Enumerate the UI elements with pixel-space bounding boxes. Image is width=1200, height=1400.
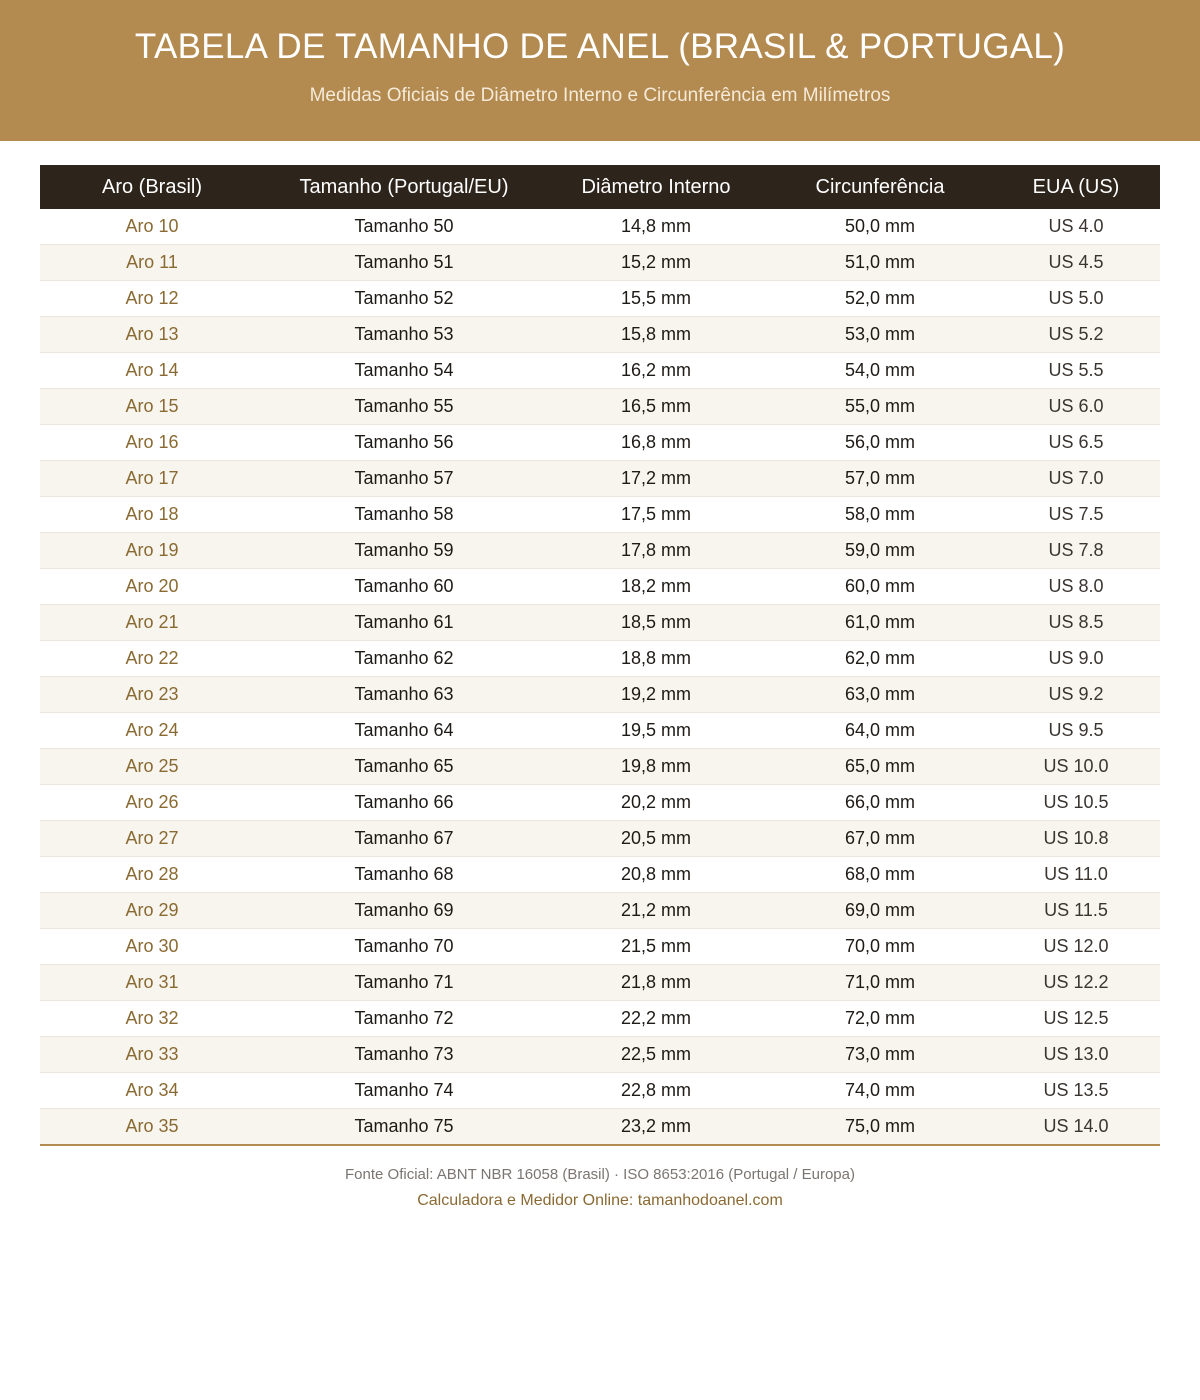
cell-circunferencia: 57,0 mm bbox=[768, 461, 992, 497]
cell-tamanho: Tamanho 75 bbox=[264, 1109, 544, 1146]
cell-aro: Aro 25 bbox=[40, 749, 264, 785]
cell-diametro: 18,5 mm bbox=[544, 605, 768, 641]
table-row bbox=[40, 1001, 1160, 1037]
cell-tamanho: Tamanho 72 bbox=[264, 1001, 544, 1037]
cell-aro: Aro 16 bbox=[40, 425, 264, 461]
table-row bbox=[40, 317, 1160, 353]
cell-aro: Aro 19 bbox=[40, 533, 264, 569]
cell-aro: Aro 30 bbox=[40, 929, 264, 965]
cell-tamanho: Tamanho 61 bbox=[264, 605, 544, 641]
cell-tamanho: Tamanho 68 bbox=[264, 857, 544, 893]
cell-tamanho: Tamanho 53 bbox=[264, 317, 544, 353]
cell-aro: Aro 29 bbox=[40, 893, 264, 929]
size-table-container bbox=[40, 165, 1160, 1146]
cell-diametro: 20,5 mm bbox=[544, 821, 768, 857]
cell-diametro: 21,5 mm bbox=[544, 929, 768, 965]
cell-eua: US 12.5 bbox=[992, 1001, 1160, 1037]
table-row bbox=[40, 245, 1160, 281]
cell-circunferencia: 61,0 mm bbox=[768, 605, 992, 641]
cell-tamanho: Tamanho 60 bbox=[264, 569, 544, 605]
cell-aro: Aro 18 bbox=[40, 497, 264, 533]
cell-aro: Aro 33 bbox=[40, 1037, 264, 1073]
table-body bbox=[40, 209, 1160, 1145]
cell-tamanho: Tamanho 52 bbox=[264, 281, 544, 317]
cell-tamanho: Tamanho 50 bbox=[264, 209, 544, 245]
cell-eua: US 6.0 bbox=[992, 389, 1160, 425]
cell-circunferencia: 67,0 mm bbox=[768, 821, 992, 857]
cell-tamanho: Tamanho 51 bbox=[264, 245, 544, 281]
table-row bbox=[40, 1109, 1160, 1146]
table-row bbox=[40, 893, 1160, 929]
cell-eua: US 9.0 bbox=[992, 641, 1160, 677]
table-row bbox=[40, 281, 1160, 317]
cell-aro: Aro 12 bbox=[40, 281, 264, 317]
column-header-aro: Aro (Brasil) bbox=[101, 175, 202, 198]
source-note: Fonte Oficial: ABNT NBR 16058 (Brasil) · ISO 8653:2016 (Portugal / Europa) bbox=[345, 1166, 855, 1183]
cell-tamanho: Tamanho 57 bbox=[264, 461, 544, 497]
cell-eua: US 9.2 bbox=[992, 677, 1160, 713]
cell-circunferencia: 50,0 mm bbox=[768, 209, 992, 245]
cell-diametro: 19,2 mm bbox=[544, 677, 768, 713]
cell-aro: Aro 10 bbox=[40, 209, 264, 245]
cell-diametro: 23,2 mm bbox=[544, 1109, 768, 1146]
cell-aro: Aro 11 bbox=[40, 245, 264, 281]
table-row bbox=[40, 641, 1160, 677]
cell-circunferencia: 54,0 mm bbox=[768, 353, 992, 389]
cell-eua: US 7.8 bbox=[992, 533, 1160, 569]
cell-aro: Aro 24 bbox=[40, 713, 264, 749]
column-header-circunferencia: Circunferência bbox=[815, 175, 945, 198]
cell-diametro: 16,5 mm bbox=[544, 389, 768, 425]
cell-aro: Aro 26 bbox=[40, 785, 264, 821]
cell-eua: US 12.2 bbox=[992, 965, 1160, 1001]
cell-tamanho: Tamanho 55 bbox=[264, 389, 544, 425]
cell-eua: US 10.0 bbox=[992, 749, 1160, 785]
header-banner bbox=[0, 0, 1200, 141]
cell-circunferencia: 68,0 mm bbox=[768, 857, 992, 893]
cell-circunferencia: 55,0 mm bbox=[768, 389, 992, 425]
cell-diametro: 15,5 mm bbox=[544, 281, 768, 317]
cell-circunferencia: 60,0 mm bbox=[768, 569, 992, 605]
cell-diametro: 15,2 mm bbox=[544, 245, 768, 281]
page-title: TABELA DE TAMANHO DE ANEL (BRASIL & PORTUGAL) bbox=[134, 27, 1066, 66]
cell-diametro: 19,5 mm bbox=[544, 713, 768, 749]
cell-eua: US 11.5 bbox=[992, 893, 1160, 929]
cell-circunferencia: 53,0 mm bbox=[768, 317, 992, 353]
table-row bbox=[40, 605, 1160, 641]
cell-eua: US 5.5 bbox=[992, 353, 1160, 389]
cell-circunferencia: 70,0 mm bbox=[768, 929, 992, 965]
cell-tamanho: Tamanho 65 bbox=[264, 749, 544, 785]
cell-circunferencia: 74,0 mm bbox=[768, 1073, 992, 1109]
cell-circunferencia: 58,0 mm bbox=[768, 497, 992, 533]
cell-circunferencia: 63,0 mm bbox=[768, 677, 992, 713]
table-row bbox=[40, 857, 1160, 893]
cell-tamanho: Tamanho 56 bbox=[264, 425, 544, 461]
cell-eua: US 8.0 bbox=[992, 569, 1160, 605]
cell-tamanho: Tamanho 74 bbox=[264, 1073, 544, 1109]
cell-circunferencia: 66,0 mm bbox=[768, 785, 992, 821]
cell-aro: Aro 23 bbox=[40, 677, 264, 713]
table-row bbox=[40, 1073, 1160, 1109]
cell-eua: US 4.5 bbox=[992, 245, 1160, 281]
cell-diametro: 17,8 mm bbox=[544, 533, 768, 569]
cell-aro: Aro 17 bbox=[40, 461, 264, 497]
cell-circunferencia: 69,0 mm bbox=[768, 893, 992, 929]
cell-eua: US 11.0 bbox=[992, 857, 1160, 893]
cell-circunferencia: 73,0 mm bbox=[768, 1037, 992, 1073]
cell-aro: Aro 13 bbox=[40, 317, 264, 353]
ring-size-table bbox=[40, 165, 1160, 1146]
table-row bbox=[40, 677, 1160, 713]
cell-diametro: 15,8 mm bbox=[544, 317, 768, 353]
cell-circunferencia: 56,0 mm bbox=[768, 425, 992, 461]
cell-circunferencia: 51,0 mm bbox=[768, 245, 992, 281]
cell-eua: US 7.5 bbox=[992, 497, 1160, 533]
table-row bbox=[40, 821, 1160, 857]
table-row bbox=[40, 497, 1160, 533]
cell-tamanho: Tamanho 67 bbox=[264, 821, 544, 857]
cell-eua: US 14.0 bbox=[992, 1109, 1160, 1146]
cell-aro: Aro 21 bbox=[40, 605, 264, 641]
cell-diametro: 21,2 mm bbox=[544, 893, 768, 929]
cell-aro: Aro 34 bbox=[40, 1073, 264, 1109]
cell-circunferencia: 65,0 mm bbox=[768, 749, 992, 785]
cell-diametro: 22,2 mm bbox=[544, 1001, 768, 1037]
cell-diametro: 18,8 mm bbox=[544, 641, 768, 677]
cell-circunferencia: 52,0 mm bbox=[768, 281, 992, 317]
cell-diametro: 22,5 mm bbox=[544, 1037, 768, 1073]
table-row bbox=[40, 1037, 1160, 1073]
cell-circunferencia: 75,0 mm bbox=[768, 1109, 992, 1146]
column-header-tamanho: Tamanho (Portugal/EU) bbox=[299, 175, 509, 198]
table-row bbox=[40, 389, 1160, 425]
cell-diametro: 22,8 mm bbox=[544, 1073, 768, 1109]
cell-eua: US 5.2 bbox=[992, 317, 1160, 353]
cell-tamanho: Tamanho 54 bbox=[264, 353, 544, 389]
table-row bbox=[40, 533, 1160, 569]
cell-circunferencia: 64,0 mm bbox=[768, 713, 992, 749]
cell-diametro: 17,2 mm bbox=[544, 461, 768, 497]
cell-diametro: 20,2 mm bbox=[544, 785, 768, 821]
table-row bbox=[40, 713, 1160, 749]
cell-eua: US 13.5 bbox=[992, 1073, 1160, 1109]
cell-tamanho: Tamanho 64 bbox=[264, 713, 544, 749]
cell-aro: Aro 28 bbox=[40, 857, 264, 893]
table-row bbox=[40, 749, 1160, 785]
cell-tamanho: Tamanho 63 bbox=[264, 677, 544, 713]
cell-aro: Aro 35 bbox=[40, 1109, 264, 1146]
cell-aro: Aro 27 bbox=[40, 821, 264, 857]
cell-aro: Aro 20 bbox=[40, 569, 264, 605]
page-subtitle: Medidas Oficiais de Diâmetro Interno e Circunferência em Milímetros bbox=[309, 85, 891, 106]
table-row bbox=[40, 353, 1160, 389]
cell-eua: US 10.5 bbox=[992, 785, 1160, 821]
cell-diametro: 19,8 mm bbox=[544, 749, 768, 785]
cell-tamanho: Tamanho 59 bbox=[264, 533, 544, 569]
cell-eua: US 9.5 bbox=[992, 713, 1160, 749]
cell-circunferencia: 71,0 mm bbox=[768, 965, 992, 1001]
cell-circunferencia: 72,0 mm bbox=[768, 1001, 992, 1037]
cell-aro: Aro 15 bbox=[40, 389, 264, 425]
cell-tamanho: Tamanho 71 bbox=[264, 965, 544, 1001]
table-row bbox=[40, 785, 1160, 821]
cell-tamanho: Tamanho 73 bbox=[264, 1037, 544, 1073]
table-row bbox=[40, 461, 1160, 497]
cell-eua: US 12.0 bbox=[992, 929, 1160, 965]
cell-diametro: 18,2 mm bbox=[544, 569, 768, 605]
cell-eua: US 7.0 bbox=[992, 461, 1160, 497]
cell-circunferencia: 62,0 mm bbox=[768, 641, 992, 677]
cell-circunferencia: 59,0 mm bbox=[768, 533, 992, 569]
cell-eua: US 10.8 bbox=[992, 821, 1160, 857]
cell-diametro: 16,8 mm bbox=[544, 425, 768, 461]
cell-aro: Aro 22 bbox=[40, 641, 264, 677]
table-row bbox=[40, 425, 1160, 461]
cell-eua: US 5.0 bbox=[992, 281, 1160, 317]
cell-tamanho: Tamanho 70 bbox=[264, 929, 544, 965]
column-header-eua: EUA (US) bbox=[1032, 175, 1120, 198]
cell-aro: Aro 14 bbox=[40, 353, 264, 389]
table-row bbox=[40, 569, 1160, 605]
cell-tamanho: Tamanho 62 bbox=[264, 641, 544, 677]
cell-diametro: 17,5 mm bbox=[544, 497, 768, 533]
cell-tamanho: Tamanho 66 bbox=[264, 785, 544, 821]
table-row bbox=[40, 929, 1160, 965]
cell-tamanho: Tamanho 58 bbox=[264, 497, 544, 533]
cell-aro: Aro 31 bbox=[40, 965, 264, 1001]
column-header-diametro: Diâmetro Interno bbox=[581, 175, 731, 198]
cell-eua: US 4.0 bbox=[992, 209, 1160, 245]
cell-eua: US 13.0 bbox=[992, 1037, 1160, 1073]
cell-tamanho: Tamanho 69 bbox=[264, 893, 544, 929]
table-row bbox=[40, 965, 1160, 1001]
cell-diametro: 16,2 mm bbox=[544, 353, 768, 389]
cell-diametro: 14,8 mm bbox=[544, 209, 768, 245]
table-row bbox=[40, 209, 1160, 245]
table-header-row bbox=[40, 165, 1160, 209]
cell-aro: Aro 32 bbox=[40, 1001, 264, 1037]
cell-diametro: 21,8 mm bbox=[544, 965, 768, 1001]
footer bbox=[0, 1164, 1200, 1212]
calculator-link[interactable]: Calculadora e Medidor Online: tamanhodoanel.com bbox=[417, 1192, 783, 1209]
cell-diametro: 20,8 mm bbox=[544, 857, 768, 893]
cell-eua: US 8.5 bbox=[992, 605, 1160, 641]
cell-eua: US 6.5 bbox=[992, 425, 1160, 461]
